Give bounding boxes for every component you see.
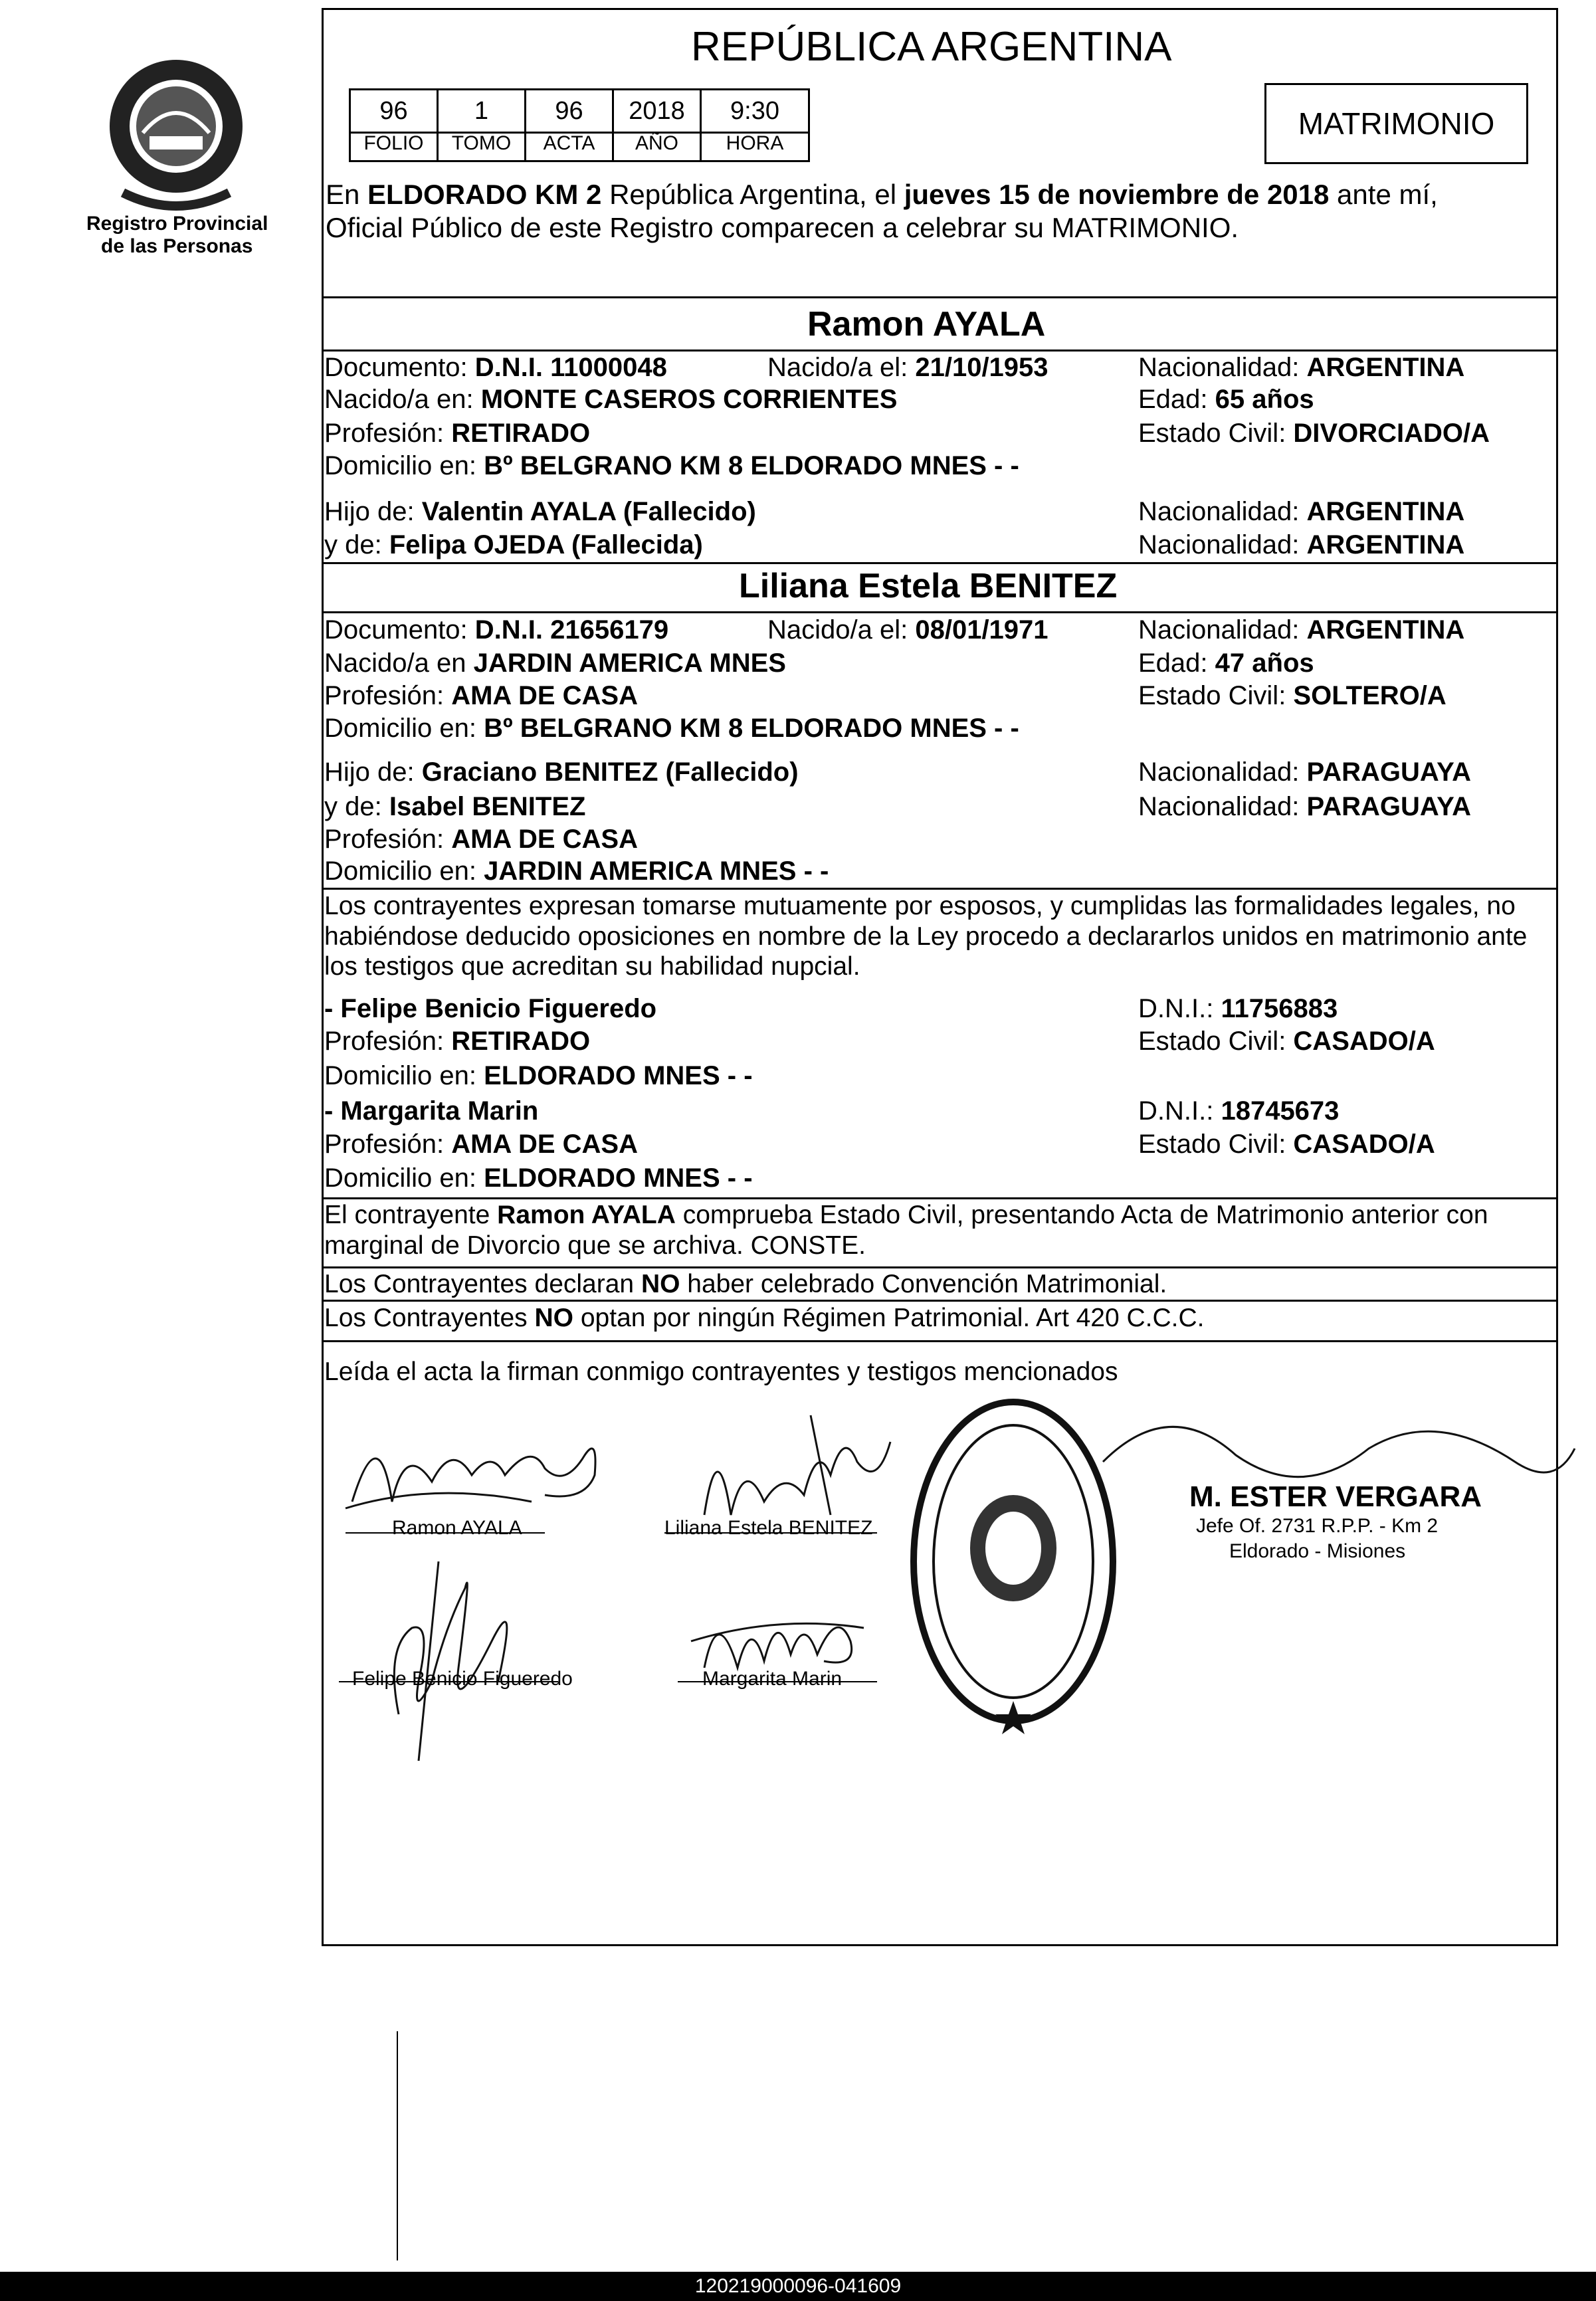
record-anio: 2018 AÑO — [612, 88, 702, 162]
record-folio: 96 FOLIO — [349, 88, 439, 162]
registry-name-line1: Registro Provincial — [86, 213, 268, 235]
note-regime: Los Contrayentes NO optan por ningún Régimen Patrimonial. Art 420 C.C.C. — [324, 1304, 1205, 1332]
witness1-dni: D.N.I.: 11756883 — [1138, 994, 1338, 1023]
spouse2-nat: Nacionalidad: ARGENTINA — [1138, 615, 1465, 645]
spouse1-birthplace: Nacido/a en: MONTE CASEROS CORRIENTES — [324, 385, 898, 414]
signature-caption-ramon: Ramon AYALA — [392, 1517, 522, 1539]
doc-type-box: MATRIMONIO — [1264, 83, 1528, 164]
divider — [322, 611, 1558, 613]
witness2-prof: Profesión: AMA DE CASA — [324, 1130, 638, 1159]
signature-margarita — [678, 1588, 877, 1681]
witness2-dom: Domicilio en: ELDORADO MNES - - — [324, 1163, 753, 1193]
registry-name-line2: de las Personas — [101, 235, 253, 257]
spouse2-dom: Domicilio en: Bº BELGRANO KM 8 ELDORADO MNES - - — [324, 714, 1019, 743]
witness1-civil: Estado Civil: CASADO/A — [1138, 1027, 1435, 1056]
spouse2-mother-dom: Domicilio en: JARDIN AMERICA MNES - - — [324, 856, 829, 886]
signature-caption-felipe: Felipe Benicio Figueredo — [352, 1668, 573, 1690]
spouse1-mother: y de: Felipa OJEDA (Fallecida) — [324, 530, 703, 559]
spouse2-prof: Profesión: AMA DE CASA — [324, 681, 638, 710]
record-acta: 96 ACTA — [524, 88, 614, 162]
footer-code: 120219000096-041609 — [694, 2275, 902, 2297]
signature-caption-liliana: Liliana Estela BENITEZ — [664, 1517, 873, 1539]
spouse2-born: Nacido/a el: 08/01/1971 — [767, 615, 1048, 645]
divider — [322, 296, 1558, 298]
spouse2-mother-nat: Nacionalidad: PARAGUAYA — [1138, 792, 1471, 821]
witness1-dom: Domicilio en: ELDORADO MNES - - — [324, 1061, 753, 1090]
divider — [322, 1300, 1558, 1302]
witness2-civil: Estado Civil: CASADO/A — [1138, 1130, 1435, 1159]
divider — [322, 1266, 1558, 1268]
spouse1-nat: Nacionalidad: ARGENTINA — [1138, 353, 1465, 382]
signature-caption-margarita: Margarita Marin — [702, 1668, 843, 1690]
divider — [322, 562, 1558, 564]
spouse2-age: Edad: 47 años — [1138, 649, 1314, 678]
spouse1-father: Hijo de: Valentin AYALA (Fallecido) — [324, 497, 756, 526]
divider — [322, 888, 1558, 890]
record-hora: 9:30 HORA — [700, 88, 810, 162]
spouse1-prof: Profesión: RETIRADO — [324, 419, 591, 448]
footer-bar — [0, 2272, 1596, 2301]
spouse1-name: Ramon AYALA — [807, 305, 1046, 344]
spouse1-age: Edad: 65 años — [1138, 385, 1314, 414]
official-place: Eldorado - Misiones — [1229, 1540, 1406, 1562]
signatures-intro: Leída el acta la firman conmigo contrayentes y testigos mencionados — [324, 1357, 1118, 1386]
spouse2-civil: Estado Civil: SOLTERO/A — [1138, 681, 1446, 710]
intro-line1: En ELDORADO KM 2 República Argentina, el jueves 15 de noviembre de 2018 ante mí, — [326, 179, 1438, 210]
witness2-name: - Margarita Marin — [324, 1096, 539, 1126]
official-name: M. ESTER VERGARA — [1189, 1480, 1482, 1513]
divider — [322, 1340, 1558, 1342]
country-title: REPÚBLICA ARGENTINA — [691, 24, 1172, 70]
witness1-name: - Felipe Benicio Figueredo — [324, 994, 657, 1023]
spouse1-dom: Domicilio en: Bº BELGRANO KM 8 ELDORADO MNES - - — [324, 451, 1019, 480]
divider — [322, 1197, 1558, 1199]
spouse2-mother-prof: Profesión: AMA DE CASA — [324, 825, 638, 854]
spouse2-doc: Documento: D.N.I. 21656179 — [324, 615, 669, 645]
spouse2-mother: y de: Isabel BENITEZ — [324, 792, 586, 821]
witness2-dni: D.N.I.: 18745673 — [1138, 1096, 1340, 1126]
margin-line — [397, 2031, 398, 2260]
spouse2-birthplace: Nacido/a en JARDIN AMERICA MNES — [324, 649, 786, 678]
record-tomo: 1 TOMO — [437, 88, 526, 162]
spouse1-father-nat: Nacionalidad: ARGENTINA — [1138, 497, 1465, 526]
intro-line2: Oficial Público de este Registro comparecen a celebrar su MATRIMONIO. — [326, 212, 1239, 243]
spouse1-born: Nacido/a el: 21/10/1953 — [767, 353, 1048, 382]
note-civil-status-2: marginal de Divorcio que se archiva. CONSTE. — [324, 1231, 866, 1260]
note-convention: Los Contrayentes declaran NO haber celebrado Convención Matrimonial. — [324, 1270, 1167, 1298]
spouse1-civil: Estado Civil: DIVORCIADO/A — [1138, 419, 1490, 448]
signature-ramon — [332, 1402, 611, 1535]
declaration-line3: los testigos que acreditan su habilidad nupcial. — [324, 952, 860, 981]
signature-felipe — [359, 1548, 558, 1767]
declaration-line2: habiéndose deducido oposiciones en nombre de la Ley procedo a declararlos unidos en matrimonio ante — [324, 922, 1528, 951]
official-title: Jefe Of. 2731 R.P.P. - Km 2 — [1196, 1515, 1439, 1537]
spouse1-mother-nat: Nacionalidad: ARGENTINA — [1138, 530, 1465, 559]
signature-liliana — [678, 1402, 897, 1535]
note-civil-status-1: El contrayente Ramon AYALA comprueba Estado Civil, presentando Acta de Matrimonio anterior con — [324, 1201, 1488, 1229]
spouse2-father-nat: Nacionalidad: PARAGUAYA — [1138, 757, 1471, 787]
declaration-line1: Los contrayentes expresan tomarse mutuamente por esposos, y cumplidas las formalidades legales, no — [324, 892, 1516, 920]
spouse1-doc: Documento: D.N.I. 11000048 — [324, 353, 667, 382]
witness1-prof: Profesión: RETIRADO — [324, 1027, 591, 1056]
spouse2-name: Liliana Estela BENITEZ — [739, 567, 1118, 605]
registry-logo — [96, 47, 256, 213]
divider — [322, 350, 1558, 351]
spouse2-father: Hijo de: Graciano BENITEZ (Fallecido) — [324, 757, 799, 787]
